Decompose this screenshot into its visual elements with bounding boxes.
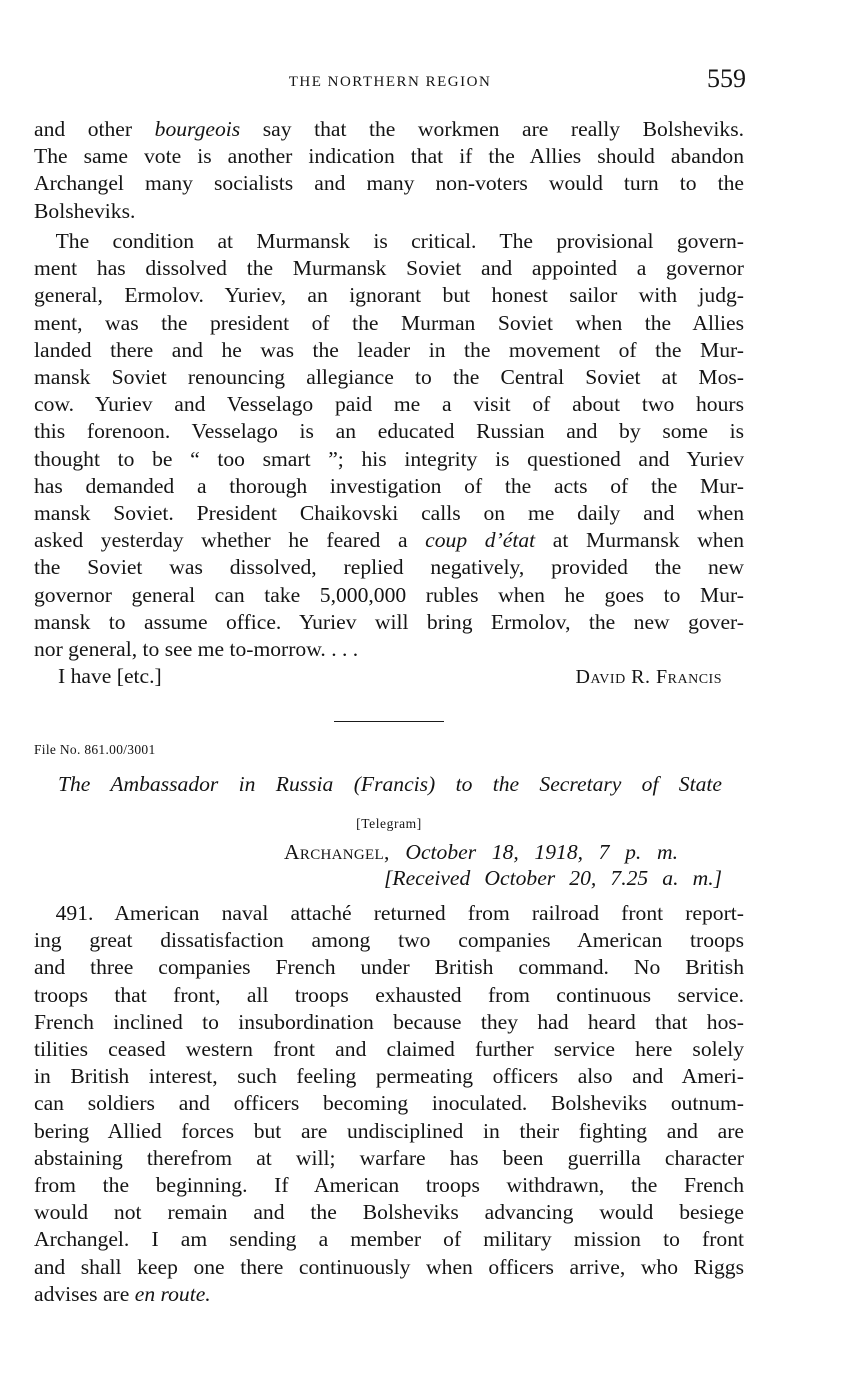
text-run: and three companies French under British command. No British xyxy=(34,955,744,980)
text-line xyxy=(34,554,744,581)
text-run: thought to be “ too smart ”; his integrity is questioned and Yuriev xyxy=(34,446,744,471)
italic-phrase: en route. xyxy=(134,1281,211,1306)
text-line xyxy=(34,391,744,418)
text-line xyxy=(34,1281,744,1308)
text-line xyxy=(34,609,744,636)
text-line xyxy=(34,1090,744,1117)
text-run: French inclined to insubordination because they had heard that hos- xyxy=(34,1009,744,1034)
text-line xyxy=(34,1172,744,1199)
text-run: can soldiers and officers becoming inoculated. Bolsheviks outnum- xyxy=(34,1091,744,1116)
text-run: ment, was the president of the Murman Soviet when the Allies xyxy=(34,310,744,335)
text-line xyxy=(34,1036,744,1063)
paragraph-continuation xyxy=(34,116,744,225)
text-run: ing great dissatisfaction among two companies American troops xyxy=(34,928,744,953)
text-run: Archangel many socialists and many non-voters would turn to the xyxy=(34,171,744,196)
running-head xyxy=(34,64,746,98)
text-line xyxy=(34,982,744,1009)
received-note: [Received October 20, 7.25 a. m.] xyxy=(384,866,722,890)
text-run: say that the workmen are really Bolsheviks. xyxy=(240,117,744,141)
salutation: I have [etc.] xyxy=(58,664,162,688)
text-run: mansk to assume office. Yuriev will bring Ermolov, the new gover- xyxy=(34,609,744,634)
signature: David R. Francis xyxy=(575,666,722,688)
text-run: tilities ceased western front and claimed further service here solely xyxy=(34,1037,744,1062)
text-line xyxy=(34,198,744,225)
text-line xyxy=(34,255,744,282)
italic-phrase: bourgeois xyxy=(154,117,241,141)
text-line xyxy=(34,473,744,500)
text-line xyxy=(34,500,744,527)
text-line xyxy=(34,1199,744,1226)
text-run: abstaining therefrom at will; warfare has been guerrilla character xyxy=(34,1145,744,1170)
text-run: 491. American naval attaché returned from railroad front report- xyxy=(34,901,744,925)
text-line xyxy=(34,954,744,981)
text-line xyxy=(34,582,744,609)
text-run: The same vote is another indication that if the Allies should abandon xyxy=(34,144,744,169)
paragraph-telegram-491 xyxy=(34,900,744,1308)
text-run: the Soviet was dissolved, replied negatively, provided the new xyxy=(34,555,744,580)
document-type: [Telegram] xyxy=(356,816,422,831)
text-line xyxy=(34,1009,744,1036)
text-run: mansk Soviet renouncing allegiance to the Central Soviet at Mos- xyxy=(34,365,744,390)
text-line xyxy=(34,900,744,927)
text-run: from the beginning. If American troops withdrawn, the French xyxy=(34,1173,744,1198)
text-line xyxy=(34,170,744,197)
dateline-date: October 18, 1918, 7 p. m. xyxy=(405,840,678,864)
text-run: landed there and he was the leader in the movement of the Mur- xyxy=(34,337,744,362)
text-run: would not remain and the Bolsheviks advancing would besiege xyxy=(34,1200,744,1225)
text-run: and shall keep one there continuously when officers arrive, who Riggs xyxy=(34,1254,744,1279)
text-line xyxy=(34,1145,744,1172)
text-line xyxy=(34,228,744,255)
paragraph-murmansk xyxy=(34,228,744,663)
text-line xyxy=(34,1226,744,1253)
text-run: governor general can take 5,000,000 rubles when he goes to Mur- xyxy=(34,582,744,607)
text-line xyxy=(34,337,744,364)
text-run: Archangel. I am sending a member of military mission to front xyxy=(34,1227,744,1252)
text-line xyxy=(34,636,744,663)
text-line xyxy=(34,116,744,143)
text-run: troops that front, all troops exhausted from continuous service. xyxy=(34,982,744,1007)
file-number: File No. 861.00/3001 xyxy=(34,742,156,757)
document-title: The Ambassador in Russia (Francis) to the Secretary of State xyxy=(58,772,722,796)
section-divider xyxy=(334,721,444,722)
text-run: this forenoon. Vesselago is an educated Russian and by some is xyxy=(34,419,744,444)
text-line xyxy=(34,364,744,391)
text-line xyxy=(34,143,744,170)
text-line xyxy=(34,446,744,473)
text-run: cow. Yuriev and Vesselago paid me a visit of about two hours xyxy=(34,392,744,417)
closing xyxy=(58,664,722,692)
text-line xyxy=(34,1063,744,1090)
page-number: 559 xyxy=(707,64,746,93)
text-run: nor general, to see me to-morrow. . . . xyxy=(34,637,359,662)
text-line xyxy=(34,527,744,554)
text-run: at Murmansk when xyxy=(535,528,744,553)
italic-phrase: coup d’état xyxy=(425,528,536,553)
text-run: advises are xyxy=(34,1281,135,1306)
text-run: mansk Soviet. President Chaikovski calls on me daily and when xyxy=(34,501,744,526)
text-run: bering Allied forces but are undisciplined in their fighting and are xyxy=(34,1118,744,1143)
text-run: in British interest, such feeling permeating officers also and Ameri- xyxy=(34,1064,744,1089)
text-run: The condition at Murmansk is critical. The provisional govern- xyxy=(34,229,744,253)
text-line xyxy=(34,1118,744,1145)
text-line xyxy=(34,282,744,309)
text-run: has demanded a thorough investigation of the acts of the Mur- xyxy=(34,473,744,498)
dateline-place: Archangel, xyxy=(284,840,390,864)
running-title: THE NORTHERN REGION xyxy=(288,74,492,90)
text-run: Bolsheviks. xyxy=(34,198,136,223)
text-line xyxy=(34,927,744,954)
text-line xyxy=(34,418,744,445)
text-run: general, Ermolov. Yuriev, an ignorant but honest sailor with judg- xyxy=(34,283,744,308)
text-line xyxy=(34,310,744,337)
text-line xyxy=(34,1254,744,1281)
text-run: and other xyxy=(34,117,155,141)
text-run: asked yesterday whether he feared a xyxy=(34,528,426,553)
dateline xyxy=(284,840,678,865)
text-run: ment has dissolved the Murmansk Soviet and appointed a governor xyxy=(34,256,744,281)
